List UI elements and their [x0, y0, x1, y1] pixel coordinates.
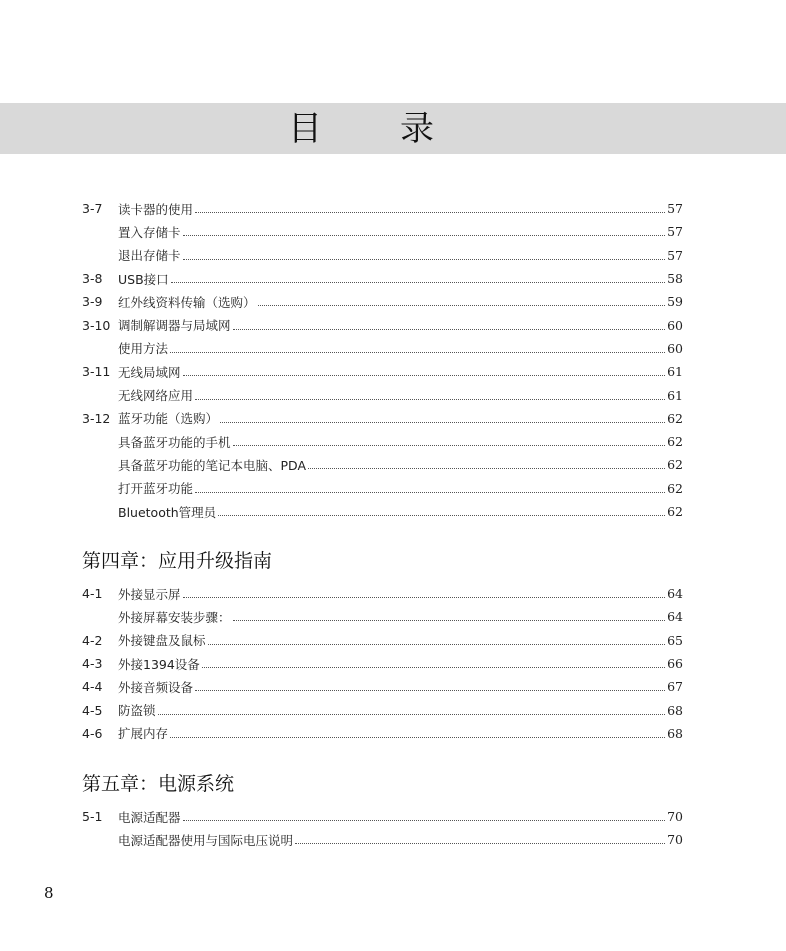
dot-leader [220, 422, 665, 423]
toc-entry-page: 61 [667, 387, 683, 403]
dot-leader [183, 597, 666, 598]
toc-entry[interactable] [82, 828, 683, 851]
toc-entry-page: 62 [667, 504, 683, 519]
dot-leader [183, 259, 666, 260]
dot-leader [195, 212, 665, 213]
toc-entry[interactable] [82, 582, 683, 605]
toc-entry[interactable] [82, 360, 683, 383]
toc-entry[interactable] [82, 383, 683, 406]
toc-entry-title: 外接屏幕安装步骤： [118, 609, 231, 625]
toc-entry-title: 调制解调器与局域网 [118, 318, 231, 334]
toc-entry-title: 读卡器的使用 [118, 201, 194, 217]
toc-section-4 [82, 582, 683, 745]
chapter-5-heading: 第五章：电源系统 [82, 773, 235, 795]
toc-entry[interactable] [82, 407, 683, 430]
toc-entry-title: 具备蓝牙功能的手机 [118, 434, 231, 450]
chapter-4-heading: 第四章：应用升级指南 [82, 550, 273, 572]
toc-entry-title: 打开蓝牙功能 [118, 481, 194, 497]
toc-entry-title: 外接1394设备 [118, 656, 200, 672]
toc-entry-title: 退出存储卡 [118, 248, 181, 264]
toc-entry-number: 4-2 [82, 632, 103, 648]
dot-leader [202, 667, 665, 668]
toc-entry-page: 70 [667, 809, 683, 825]
toc-entry-title: 扩展内存 [118, 726, 169, 742]
toc-entry[interactable] [82, 337, 683, 360]
toc-entry-page: 59 [667, 294, 683, 310]
toc-entry-page: 57 [667, 224, 683, 240]
dot-leader [170, 737, 665, 738]
toc-entry-number: 3-7 [82, 201, 103, 217]
toc-entry-page: 68 [667, 725, 683, 741]
toc-entry-title: Bluetooth管理员 [118, 504, 217, 520]
toc-entry-title: 无线局域网 [118, 364, 181, 380]
toc-entry[interactable] [82, 652, 683, 675]
dot-leader [183, 820, 666, 821]
dot-leader [308, 468, 665, 469]
toc-entry-page: 57 [667, 201, 683, 217]
toc-entry[interactable] [82, 290, 683, 313]
toc-entry-title: 蓝牙功能（选购） [118, 411, 219, 427]
dot-leader [171, 282, 665, 283]
title-char-2: 录 [400, 109, 434, 149]
toc-entry-title: 无线网络应用 [118, 388, 194, 404]
title-char-1: 目 [288, 109, 322, 149]
toc-section-3 [82, 197, 683, 523]
dot-leader [158, 714, 666, 715]
dot-leader [195, 690, 665, 691]
toc-entry-page: 70 [667, 832, 683, 848]
toc-entry-page: 62 [667, 457, 683, 473]
dot-leader [170, 352, 665, 353]
toc-entry-page: 60 [667, 317, 683, 333]
toc-entry[interactable] [82, 220, 683, 243]
toc-entry-title: 使用方法 [118, 341, 169, 357]
toc-entry-page: 64 [667, 609, 683, 625]
toc-entry[interactable] [82, 197, 683, 220]
toc-entry-page: 57 [667, 247, 683, 263]
dot-leader [195, 492, 665, 493]
toc-entry-page: 60 [667, 340, 683, 356]
toc-entry[interactable] [82, 722, 683, 745]
dot-leader [258, 305, 666, 306]
toc-entry-page: 66 [667, 656, 683, 672]
page-number: 8 [44, 884, 54, 902]
toc-entry-number: 3-8 [82, 271, 103, 287]
toc-entry-number: 3-10 [82, 317, 111, 333]
toc-entry-title: 防盗锁 [118, 703, 156, 719]
title-band [0, 103, 786, 154]
toc-entry-page: 62 [667, 410, 683, 426]
dot-leader [183, 235, 666, 236]
dot-leader [233, 329, 666, 330]
toc-entry-number: 3-12 [82, 410, 111, 426]
toc-entry[interactable] [82, 453, 683, 476]
toc-entry-page: 62 [667, 480, 683, 496]
toc-entry-title: 外接显示屏 [118, 586, 181, 602]
toc-entry[interactable] [82, 698, 683, 721]
toc-entry[interactable] [82, 267, 683, 290]
toc-entry[interactable] [82, 313, 683, 336]
toc-entry-number: 5-1 [82, 809, 103, 825]
dot-leader [218, 515, 665, 516]
toc-entry-page: 64 [667, 586, 683, 602]
toc-entry-number: 3-9 [82, 294, 103, 310]
toc-entry[interactable] [82, 605, 683, 628]
toc-entry[interactable] [82, 430, 683, 453]
toc-entry-page: 61 [667, 364, 683, 380]
toc-entry-page: 62 [667, 434, 683, 450]
dot-leader [183, 375, 666, 376]
dot-leader [233, 445, 666, 446]
toc-entry[interactable] [82, 244, 683, 267]
toc-entry-number: 4-6 [82, 725, 103, 741]
dot-leader [295, 843, 665, 844]
toc-entry-page: 68 [667, 702, 683, 718]
dot-leader [195, 399, 665, 400]
toc-entry-page: 58 [667, 271, 683, 287]
toc-entry-number: 4-4 [82, 679, 103, 695]
toc-entry-title: 红外线资料传输（选购） [118, 294, 256, 310]
dot-leader [208, 644, 666, 645]
toc-entry-number: 4-5 [82, 702, 103, 718]
toc-entry-number: 4-1 [82, 586, 103, 602]
toc-entry-title: USB接口 [118, 271, 169, 287]
toc-entry[interactable] [82, 629, 683, 652]
toc-entry-title: 电源适配器 [118, 809, 181, 825]
toc-entry-number: 3-11 [82, 364, 111, 380]
toc-entry-page: 67 [667, 679, 683, 695]
toc-entry-title: 外接音频设备 [118, 679, 194, 695]
toc-entry-title: 外接键盘及鼠标 [118, 633, 206, 649]
toc-entry-page: 65 [667, 632, 683, 648]
dot-leader [233, 620, 666, 621]
toc-entry[interactable] [82, 675, 683, 698]
toc-entry-number: 4-3 [82, 656, 103, 672]
toc-entry-title: 电源适配器使用与国际电压说明 [118, 832, 294, 848]
toc-section-5 [82, 805, 683, 852]
toc-entry-title: 具备蓝牙功能的笔记本电脑、PDA [118, 457, 306, 473]
toc-entry[interactable] [82, 500, 683, 523]
toc-entry[interactable] [82, 477, 683, 500]
toc-entry-title: 置入存储卡 [118, 224, 181, 240]
toc-entry[interactable] [82, 805, 683, 828]
